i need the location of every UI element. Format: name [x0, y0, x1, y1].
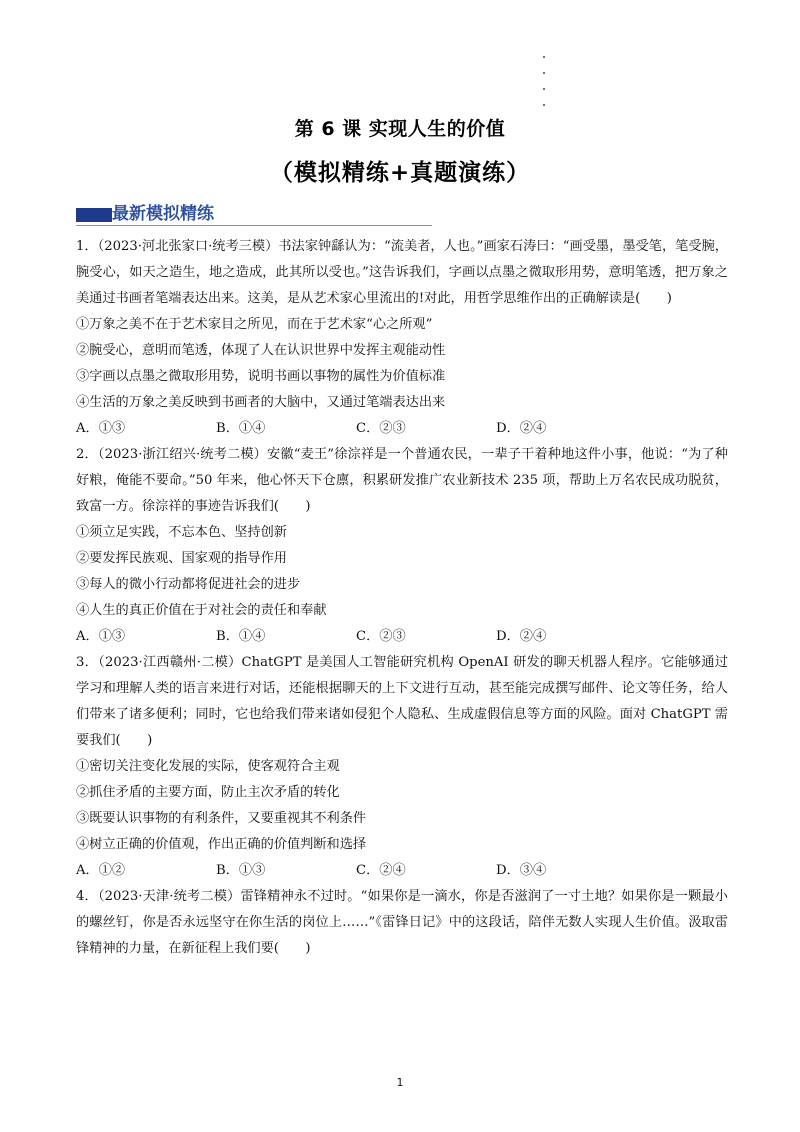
question-option: ③字画以点墨之微取形用势，说明书画以事物的属性为价值标准 — [76, 369, 446, 384]
section-header-rule — [76, 225, 432, 226]
question-option: ④树立正确的价值观，作出正确的价值判断和选择 — [76, 837, 367, 852]
question-option: ①须立足实践，不忘本色、坚持创新 — [76, 525, 287, 540]
choice-d: D．②④ — [496, 421, 547, 436]
question-option: ④人生的真正价值在于对社会的责任和奉献 — [76, 603, 327, 618]
page-number: 1 — [396, 1076, 404, 1089]
choice-a: A．①③ — [76, 421, 126, 436]
choice-c: C．②③ — [356, 421, 406, 436]
question-option: ①密切关注变化发展的实际，使客观符合主观 — [76, 759, 340, 774]
question-option: ②要发挥民族观、国家观的指导作用 — [76, 551, 287, 566]
choice-d: D．③④ — [496, 863, 547, 878]
question-1 — [76, 234, 728, 442]
answer-choices — [76, 858, 728, 884]
question-option: ②抓住矛盾的主要方面，防止主次矛盾的转化 — [76, 785, 340, 800]
question-3 — [76, 650, 728, 884]
question-option: ④生活的万象之美反映到书画者的大脑中，又通过笔端表达出来 — [76, 395, 446, 410]
answer-choices — [76, 416, 728, 442]
page-subtitle: （模拟精练+真题演练） — [269, 160, 531, 186]
question-option: ①万象之美不在于艺术家目之所见，而在于艺术家“心之所观” — [76, 317, 433, 332]
question-option: ②腕受心，意明而笔透，体现了人在认识世界中发挥主观能动性 — [76, 343, 446, 358]
choice-b: B．①④ — [216, 629, 266, 644]
question-stem: 3．（2023·江西赣州·二模）ChatGPT 是美国人工智能研究机构 OpenAI 研发的聊天机器人程序。它能够通过学习和理解人类的语言来进行对话，还能根据聊天的上下文进行互动，甚至能完成撰写邮件、论文等任务，给人们带来了诸多便利；同时，它也给我们带来诸如侵犯个人隐私、生成虚假信息等方面的风险。面对 ChatGPT 需要我们( ) — [76, 655, 728, 748]
choice-b: B．①③ — [216, 863, 266, 878]
choice-a: A．①③ — [76, 629, 126, 644]
page-title: 第 6 课 实现人生的价值 — [294, 118, 506, 140]
choice-b: B．①④ — [216, 421, 266, 436]
section-header — [76, 202, 432, 226]
answer-choices — [76, 624, 728, 650]
question-option: ③既要认识事物的有利条件，又要重视其不利条件 — [76, 811, 367, 826]
choice-c: C．②③ — [356, 629, 406, 644]
margin-dots — [540, 52, 550, 112]
question-stem: 1．（2023·河北张家口·统考三模）书法家钟繇认为：“流美者，人也。”画家石涛曰：“画受墨，墨受笔，笔受腕，腕受心，如天之造生，地之造成，此其所以受也。”这告诉我们，字画以点墨之微取形用势，意明笔透，把万象之美通过书画者笔端表达出来。这美，是从艺术家心里流出的!对此，用哲学思维作出的正确解读是( ) — [76, 239, 728, 306]
question-2 — [76, 442, 728, 650]
question-4 — [76, 884, 728, 962]
choice-c: C．②④ — [356, 863, 406, 878]
section-header-label: 最新模拟精练 — [112, 204, 214, 224]
question-stem: 2．（2023·浙江绍兴·统考二模）安徽“麦王”徐淙祥是一个普通农民，一辈子干着种地这件小事，他说：“为了种好粮，俺能不要命。”50 年来，他心怀天下仓廪，积累研发推广农业新技术 235 项，帮助上万名农民成功脱贫，致富一方。徐淙祥的事迹告诉我们( ) — [76, 447, 728, 514]
choice-d: D．②④ — [496, 629, 547, 644]
section-header-bar — [76, 208, 112, 222]
choice-a: A．①② — [76, 863, 126, 878]
question-list — [76, 234, 728, 962]
question-option: ③每人的微小行动都将促进社会的进步 — [76, 577, 301, 592]
question-stem: 4．（2023·天津·统考二模）雷锋精神永不过时。“如果你是一滴水，你是否滋润了一寸土地？如果你是一颗最小的螺丝钉，你是否永远坚守在你生活的岗位上……”《雷锋日记》中的这段话，陪伴无数人实现人生价值。汲取雷锋精神的力量，在新征程上我们要( ) — [76, 889, 728, 956]
